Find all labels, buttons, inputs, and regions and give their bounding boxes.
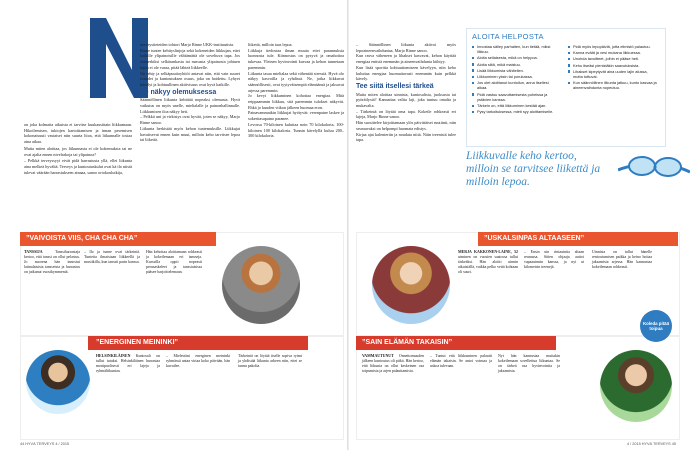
tip-item: Aloita siitä, mikä maistuu. — [472, 62, 560, 67]
card-1-text-3: Hän kehottaa aloittamaan rohkeasti ja kokeilemaan eri tansseja. Kurssilla oppii nopeasti perusaskeleet ja tanssiaisissa pääsee harjoittelemaan. — [146, 250, 202, 275]
lead-paragraph-2: Mutta miten aloittaa, jos liikunnasta ei ole kokemuksia tai ne ovat ajalta ennen nivelrakoja tai ylipainoa? — [24, 145, 132, 157]
card-1-header: ”VAIVOISTA VIIS, CHA CHA CHA” — [26, 235, 138, 242]
card-4-text-1-body: Onnettomuuden jälkeen kuntoutus oli pitkä. Hän kertoo, että liikunta on ollut keskeinen osa toipumista ja arjen palauttamista. — [362, 354, 424, 374]
tip-item: Lisää liikkumista vähitellen. — [472, 68, 560, 73]
card-4-header: ”SAIN ELÄMÄN TAKAISIN” — [362, 339, 453, 346]
subhead-olemuksessa: Se näkyy olemuksessa — [140, 88, 217, 96]
card-4-badge: Koleda pitää toipua — [640, 310, 672, 342]
card-1-text-1 — [24, 250, 80, 275]
card-1-text-1-body: Tanssiharrastaja kertoo, että tanssi on ollut pelastus. Jo nuorena hän innostui latinalaisista tansseista ja harrastus on jatkunut vuosikymmeniä. — [24, 250, 80, 275]
lead-paragraph-3: – Pelkkä terveyssyyt eivät pidä harrastusta yllä, ellei liikunta aina melkeä hyvältä. Terveys ja kuntoutuskulut ovat kä ilo niistä tulevat väärään harrastukseen ainaaa, sanoo ortokoulutkija, — [24, 158, 132, 175]
tip-item: Pidä myös lepopäiviä, jotta elimistö palautuu. — [568, 44, 658, 49]
card-1-photo — [222, 246, 300, 324]
card-2-photo — [372, 246, 450, 324]
card-2-name: MERJA KAKKONEN-LAINE, 52 — [458, 250, 518, 254]
card-2-text-2: – Ensin uin rintauintia altaan reunassa. Sitten ohjaaja auttoi vapaauinnin kanssa, ja nyt ui kilometrin treenejä. — [524, 250, 584, 270]
card-4-text-1 — [362, 354, 424, 374]
article-column-3 — [248, 42, 344, 140]
lead-column — [24, 122, 132, 176]
tips-box-title: ALOITA HELPOSTA — [472, 32, 544, 41]
tips-right-list — [568, 44, 658, 92]
card-3-header: ”ENERGINEN MEININKI” — [96, 339, 179, 346]
column-2-text: nerveystieteiden tohtori Marjo Rinne UKK-instituutista. Rinne tuntee kehityslinjoja sekä kokeneiden liikkujan, ettei kaikille ylipainoisille välttämättä ole soveltuva tapa. Jos esimerkiksi selkärankasta tai runsasta ylipainosta johtuen lajiin ei ole varaa, pitää lähteä liikkeelle. On tehty ja selkäpuuttoyhtiöt antavat niin, että vain suuret osuudet ja kuntoutuksen osuus, joka on hoidettu. Lyhyet kävelyt ja kohtuullinen aktiivisuus ovat hyvä kaikille. — [140, 42, 240, 87]
article-column-4 — [356, 42, 456, 144]
card-4-name: VAMMAUTUNUT — [362, 354, 394, 358]
tip-item: Lihakset kipeytyvät aina uuden lajin alussa, mutta tottuvat. — [568, 69, 658, 79]
tip-item: Kun säännöllinen liikunta jatkuu, kunto kasvaa ja aineenvaihdunta nopeutuu. — [568, 80, 658, 90]
card-2-text-1 — [458, 250, 518, 275]
card-3-text-2: – Mielestäni energinen meininki ryhmässä antaa virtaa koko päivään, hän kuvailee. — [166, 354, 230, 369]
card-1-name: TANSSIJA — [24, 250, 43, 254]
pull-quote: Liikkuvalle keho kertoo, milloin se tarvitsee liikettä ja milloin lepoa. — [466, 150, 601, 188]
tip-item: Pysy tarkoituksessa, mieti syy aloittamiselle. — [472, 109, 560, 114]
card-2-text-3: Uinnista on tullut hänelle rentoutumisen paikka ja keino hoitaa jaksamista arjessa. Hän kannustaa kokeilemaan rohkeasti. — [592, 250, 652, 270]
card-4-text-2: – Tuntui että liikkuminen palautti elämän takaisin. Se antoi voimaa ja uskoa tulevaan. — [430, 354, 492, 369]
tip-item: Kanna eväät ja vesi mukana liikkuessa. — [568, 50, 658, 55]
tips-left-list — [472, 44, 560, 115]
tip-item: Kehu itseäsi pienistäkin saavutuksista. — [568, 63, 658, 68]
tip-item: Jos olet aloittanut kuntoilun, anna itsellesi aikaa. — [472, 80, 560, 90]
footer-left: 44 HYVÄ TERVEYS 4 / 2015 — [20, 442, 70, 446]
lead-paragraph-1: on joka kolmatta aikuista ei tarvitse kuukausittain liikkumaan. Hikoilemisen, tukiojen kartoittamisen ja innan pesemisen kokonaisuuti vastaiset niin suurta litoa, että liikunnalle tosiaa aina aikaa. — [24, 122, 132, 145]
column-3-text: liikettä, milloin taas lepoa. Liikkuja tiedostaa ilman muuta ettei parannuksia luonnosta tule. Kiinnostus on pysyvä ja omahoitoa tukevaa. Yleinen hyvinvointi kasvaa ja kehon tunnetaan paremmin. Liikunta tasaa mielialaa sekä vähentää stressiä. Hyvä olo näkyy kasvoilla ja ryhdissä. Ne, jotka liikkuvat säännöllisesti, ovat tyytyväisempiä elämäänsä ja jaksavat arjessa paremmin. Jo kevyt liikkuminen kohottaa energiaa. Mitä reippaammin liikkuu, sitä paremmin tulokset näkyvät. Ehkä jo kuuden viikon jälkeen huomaa eron. Painavammatkin liikkujat hyötyvät: verenpaine laskee ja sokeritasapaino paranee. Levossa 70-kiloinen kuluttaa noin 70 kilokaloria, 100-kiloinen 100 kilokaloria. Tunnin kävelyllä kuluu 200–300 kilokaloria. — [248, 42, 344, 139]
card-3-name: HELSINKILÄINEN — [96, 354, 131, 358]
column-4b-text: Mutta miten aloittaa uinnista, kuntosalista, juoksusta tai pyöräilystä? Kannattaa valita laji, joka tuntuu omalta ja mukavalta. – Tärkeintä on löytää oma tapa. Kokeile rohkeasti eri lajeja, Marjo Rinne sanoo. Hän suosittelee kirjoittamaan ylös päivittäiset ruutiinit, niin seuraavaksi on helpompi huomata edistys. Kirjaa ajat kalenteriin ja noudata niitä. Näin treenistä tulee tapa. — [356, 91, 456, 143]
card-4-photo — [600, 350, 672, 422]
page-gutter — [347, 0, 349, 450]
card-2-text-1-body: uiminen on vuosien saatossa tullut tärkeäksi. Hän aloitti uinnin aikuisiällä, vaikka pelko vettä kohtaan oli suuri. — [458, 255, 518, 275]
footer-right: 4 / 2015 HYVÄ TERVEYS 45 — [626, 442, 676, 446]
card-3-photo — [26, 350, 90, 414]
card-2-header: ”USKALSINPAS ALTAASEEN” — [484, 235, 585, 242]
card-3-text-3: Tärkeintä on löytää itselle sopiva rytmi ja yhdistää liikunta arkeen niin, ettei se tunnu pakolta. — [238, 354, 302, 369]
subhead-tarkea: Tee siitä itsellesi tärkeä — [356, 82, 434, 90]
column-4-text: – Säännöllinen liikunta aktivoi myös lepoaineenvaihduntaa, Marjo Rinne sanoo. Kun rasva väheneen ja lihakset kasvavat, kehon käyttää energiaa entistä enemmän ja aineenvaihdunta kiihtyy. Kun lisää sporttia kohtuuttomiseen kävelyyn, niin keho kuluttaa energiaa huomattavasti enemmän kuin pelkkä kävely. — [356, 42, 456, 82]
tip-item: Unohda tavoitteet, joihin ei pääse heti. — [568, 56, 658, 61]
tip-item: Tärkein on, että liikkuminen kestää ajan. — [472, 103, 560, 108]
card-3-text-1 — [96, 354, 160, 374]
card-4-text-3: Nyt hän kannustaa muitakin kokeilemaan sovellettua liikuntaa. Se on tärkeä osa hyvinvointia ja jaksamista. — [498, 354, 560, 374]
card-1-text-2: – Ilo ja tunne ovat tärkeintä. Tunteita ilmaistaan liikkeellä ja musiikilla, kun tanssii parin kanssa. — [84, 250, 140, 265]
tip-item: Aloita sellaisesta, mikä on helppoa. — [472, 55, 560, 60]
column-2b-text: Säännöllinen liikunta kehittää nopeaksi olemusta. Hyvä vaikutus on myös unelle, mielialalle ja painonhallinnalle. Liikkumisen iloa näkyy heti. – Pelkkä uni ja virkistys ovat hyvää, joten se näkyy, Marjo Rinne sanoo. Liikunta herkistää myös kehon tuntemuksille. Liikkujat havaitsevat ennen kuin muut, milloin keho tarvitsee lepoa tai liikettä. — [140, 97, 240, 143]
card-3-text-1-body: Kuntosali on tullut tutuksi. Helsinkiläinen harrastaa monipuolisesti eri lajeja ja ryhmäliikuntaa. — [96, 354, 160, 374]
tip-item: Innostaa sälley parhaiten, kun tietää, miksi liikkuu. — [472, 44, 560, 54]
tip-item: Pidä vastuu saavuttamisesta puheissa ja ystävien kanssa. — [472, 92, 560, 102]
article-column-2 — [140, 42, 240, 144]
swim-goggles-icon — [618, 132, 690, 192]
tip-item: Liikkuminen yksin tai porukassa. — [472, 74, 560, 79]
